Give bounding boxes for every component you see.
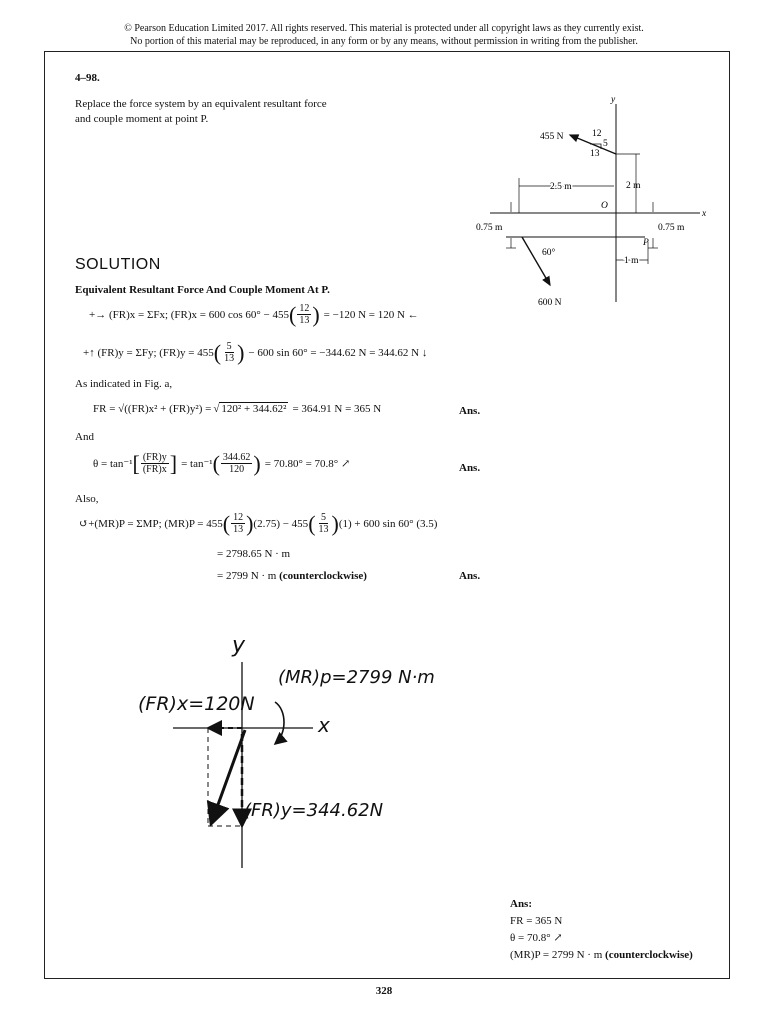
- sketch-moment-arc: [275, 702, 284, 744]
- moment-fraction-2: $\frac{5}{13}$: [318, 512, 329, 535]
- answer-heading: Ans:: [510, 898, 533, 910]
- ans-label-theta: Ans.: [459, 462, 481, 474]
- dim-075-left: 0.75 m: [476, 223, 503, 233]
- eq2-fraction: $\frac{5}{13}$: [224, 341, 235, 364]
- equation-moment: ↺+(MR)P = ΣMP; (MR)P = 455 ( $\frac{12}{13}$ ) (2.75) − 455 ( $\frac{5}{13}$ ) (1) + 600 sin 60° (3.5): [79, 510, 438, 536]
- ans-label-fr: Ans.: [459, 405, 481, 417]
- copyright-notice: [0, 22, 768, 48]
- dim-075-right: 0.75 m: [658, 223, 685, 233]
- problem-statement: [75, 97, 375, 127]
- dim-1m-label: 1 m: [624, 256, 639, 266]
- theta-lhs: θ = tan⁻¹: [93, 458, 133, 470]
- problem-figure: [470, 92, 720, 312]
- eq1-lhs: +→ (FR)x = ΣFx; (FR)x = 600 cos 60° − 455: [89, 308, 290, 321]
- force-455-label: 455 N: [540, 132, 564, 142]
- equation-fx: +→ (FR)x = ΣFx; (FR)x = 600 cos 60° − 455 ( $\frac{12}{13}$ ) = −120 N = 120 N ←: [89, 301, 419, 327]
- y-axis-label: y: [611, 95, 616, 105]
- force-600-arrow: [522, 237, 550, 285]
- moment-fraction-1: $\frac{12}{13}$: [233, 512, 244, 535]
- eq1-fraction: $\frac{12}{13}$: [299, 303, 310, 326]
- copyright-line-2: No portion of this material may be reproduced, in any form or by any means, without permission in writing from the publisher.: [130, 36, 638, 47]
- equation-theta: θ = tan⁻¹ [ $\frac{(FR)y}{(FR)x}$ ] = tan⁻¹ ( $\frac{344.62}{120}$ ) = 70.80° = 70.8° ↗: [93, 450, 351, 476]
- ans-label-moment: Ans.: [459, 570, 481, 582]
- sketch-y-label: y: [232, 633, 246, 658]
- solution-heading: SOLUTION: [75, 256, 161, 273]
- force-600-label: 600 N: [538, 298, 562, 308]
- sketch-frx-label: (FR)x=120N: [138, 693, 255, 715]
- sketch-fry-label: (FR)y=344.62N: [244, 800, 384, 821]
- also-text: Also,: [75, 493, 99, 505]
- fr-eq-sqrt: 120² + 344.62²: [221, 403, 287, 415]
- angle-60-label: 60°: [542, 248, 556, 258]
- theta-mid: = tan⁻¹: [181, 458, 213, 470]
- sketch-resultant: [211, 730, 245, 824]
- eq1-rhs: = −120 N = 120 N ←: [323, 308, 419, 321]
- moment-result-1: = 2798.65 N · m: [217, 548, 291, 560]
- equation-fy: +↑ (FR)y = ΣFy; (FR)y = 455 ( $\frac{5}{13}$ ) − 600 sin 60° = −344.62 N = 344.62 N ↓: [83, 339, 428, 365]
- answer-theta: θ = 70.8° ↗: [510, 932, 563, 944]
- eq2-rhs: − 600 sin 60° = −344.62 N = 344.62 N ↓: [248, 346, 428, 359]
- fr-eq-lhs: FR = √((FR)x² + (FR)y²) =: [93, 402, 212, 415]
- page-number: 328: [375, 985, 393, 997]
- solution-subheading: Equivalent Resultant Force And Couple Moment At P.: [75, 284, 330, 296]
- theta-fraction-1: $\frac{(FR)y}{(FR)x}$: [142, 452, 167, 475]
- moment-lhs: ↺+(MR)P = ΣMP; (MR)P = 455: [79, 518, 223, 530]
- statement-line-1: Replace the force system by an equivalent resultant force: [75, 98, 327, 110]
- slope-12: 12: [592, 129, 602, 139]
- theta-fraction-2: $\frac{344.62}{120}$: [222, 452, 251, 475]
- moment-mid: (2.75) − 455: [253, 517, 309, 530]
- answer-summary: [510, 896, 693, 964]
- moment-rhs: (1) + 600 sin 60° (3.5): [338, 517, 438, 530]
- sketch-x-label: x: [318, 713, 330, 737]
- answer-moment: (MR)P = 2799 N · m (counterclockwise): [510, 949, 693, 961]
- problem-number: 4–98.: [75, 72, 100, 84]
- dim-2-5m-label: 2.5 m: [550, 182, 572, 192]
- point-p-label: P: [643, 238, 649, 248]
- answer-fr: FR = 365 N: [510, 915, 563, 927]
- eq2-lhs: +↑ (FR)y = ΣFy; (FR)y = 455: [83, 346, 214, 359]
- slope-5: 5: [603, 139, 608, 149]
- as-indicated-text: As indicated in Fig. a,: [75, 378, 173, 390]
- moment-result-2: = 2799 N · m (counterclockwise): [217, 570, 367, 582]
- fr-eq-rhs: = 364.91 N = 365 N: [292, 402, 382, 415]
- theta-rhs: = 70.80° = 70.8° ↗: [264, 458, 351, 470]
- dim-2m-label: 2 m: [626, 181, 641, 191]
- copyright-line-1: © Pearson Education Limited 2017. All rights reserved. This material is protected under all copyright laws as they currently exist.: [124, 23, 644, 34]
- origin-label: O: [601, 201, 608, 211]
- slope-13: 13: [590, 149, 600, 159]
- x-axis-label: x: [702, 209, 707, 219]
- and-text: And: [75, 431, 94, 443]
- sketch-moment-label: (MR)p=2799 N·m: [278, 667, 435, 688]
- equation-fr: FR = √((FR)x² + (FR)y²) = √ 120² + 344.62² = 364.91 N = 365 N: [93, 402, 382, 415]
- statement-line-2: and couple moment at point P.: [75, 113, 209, 125]
